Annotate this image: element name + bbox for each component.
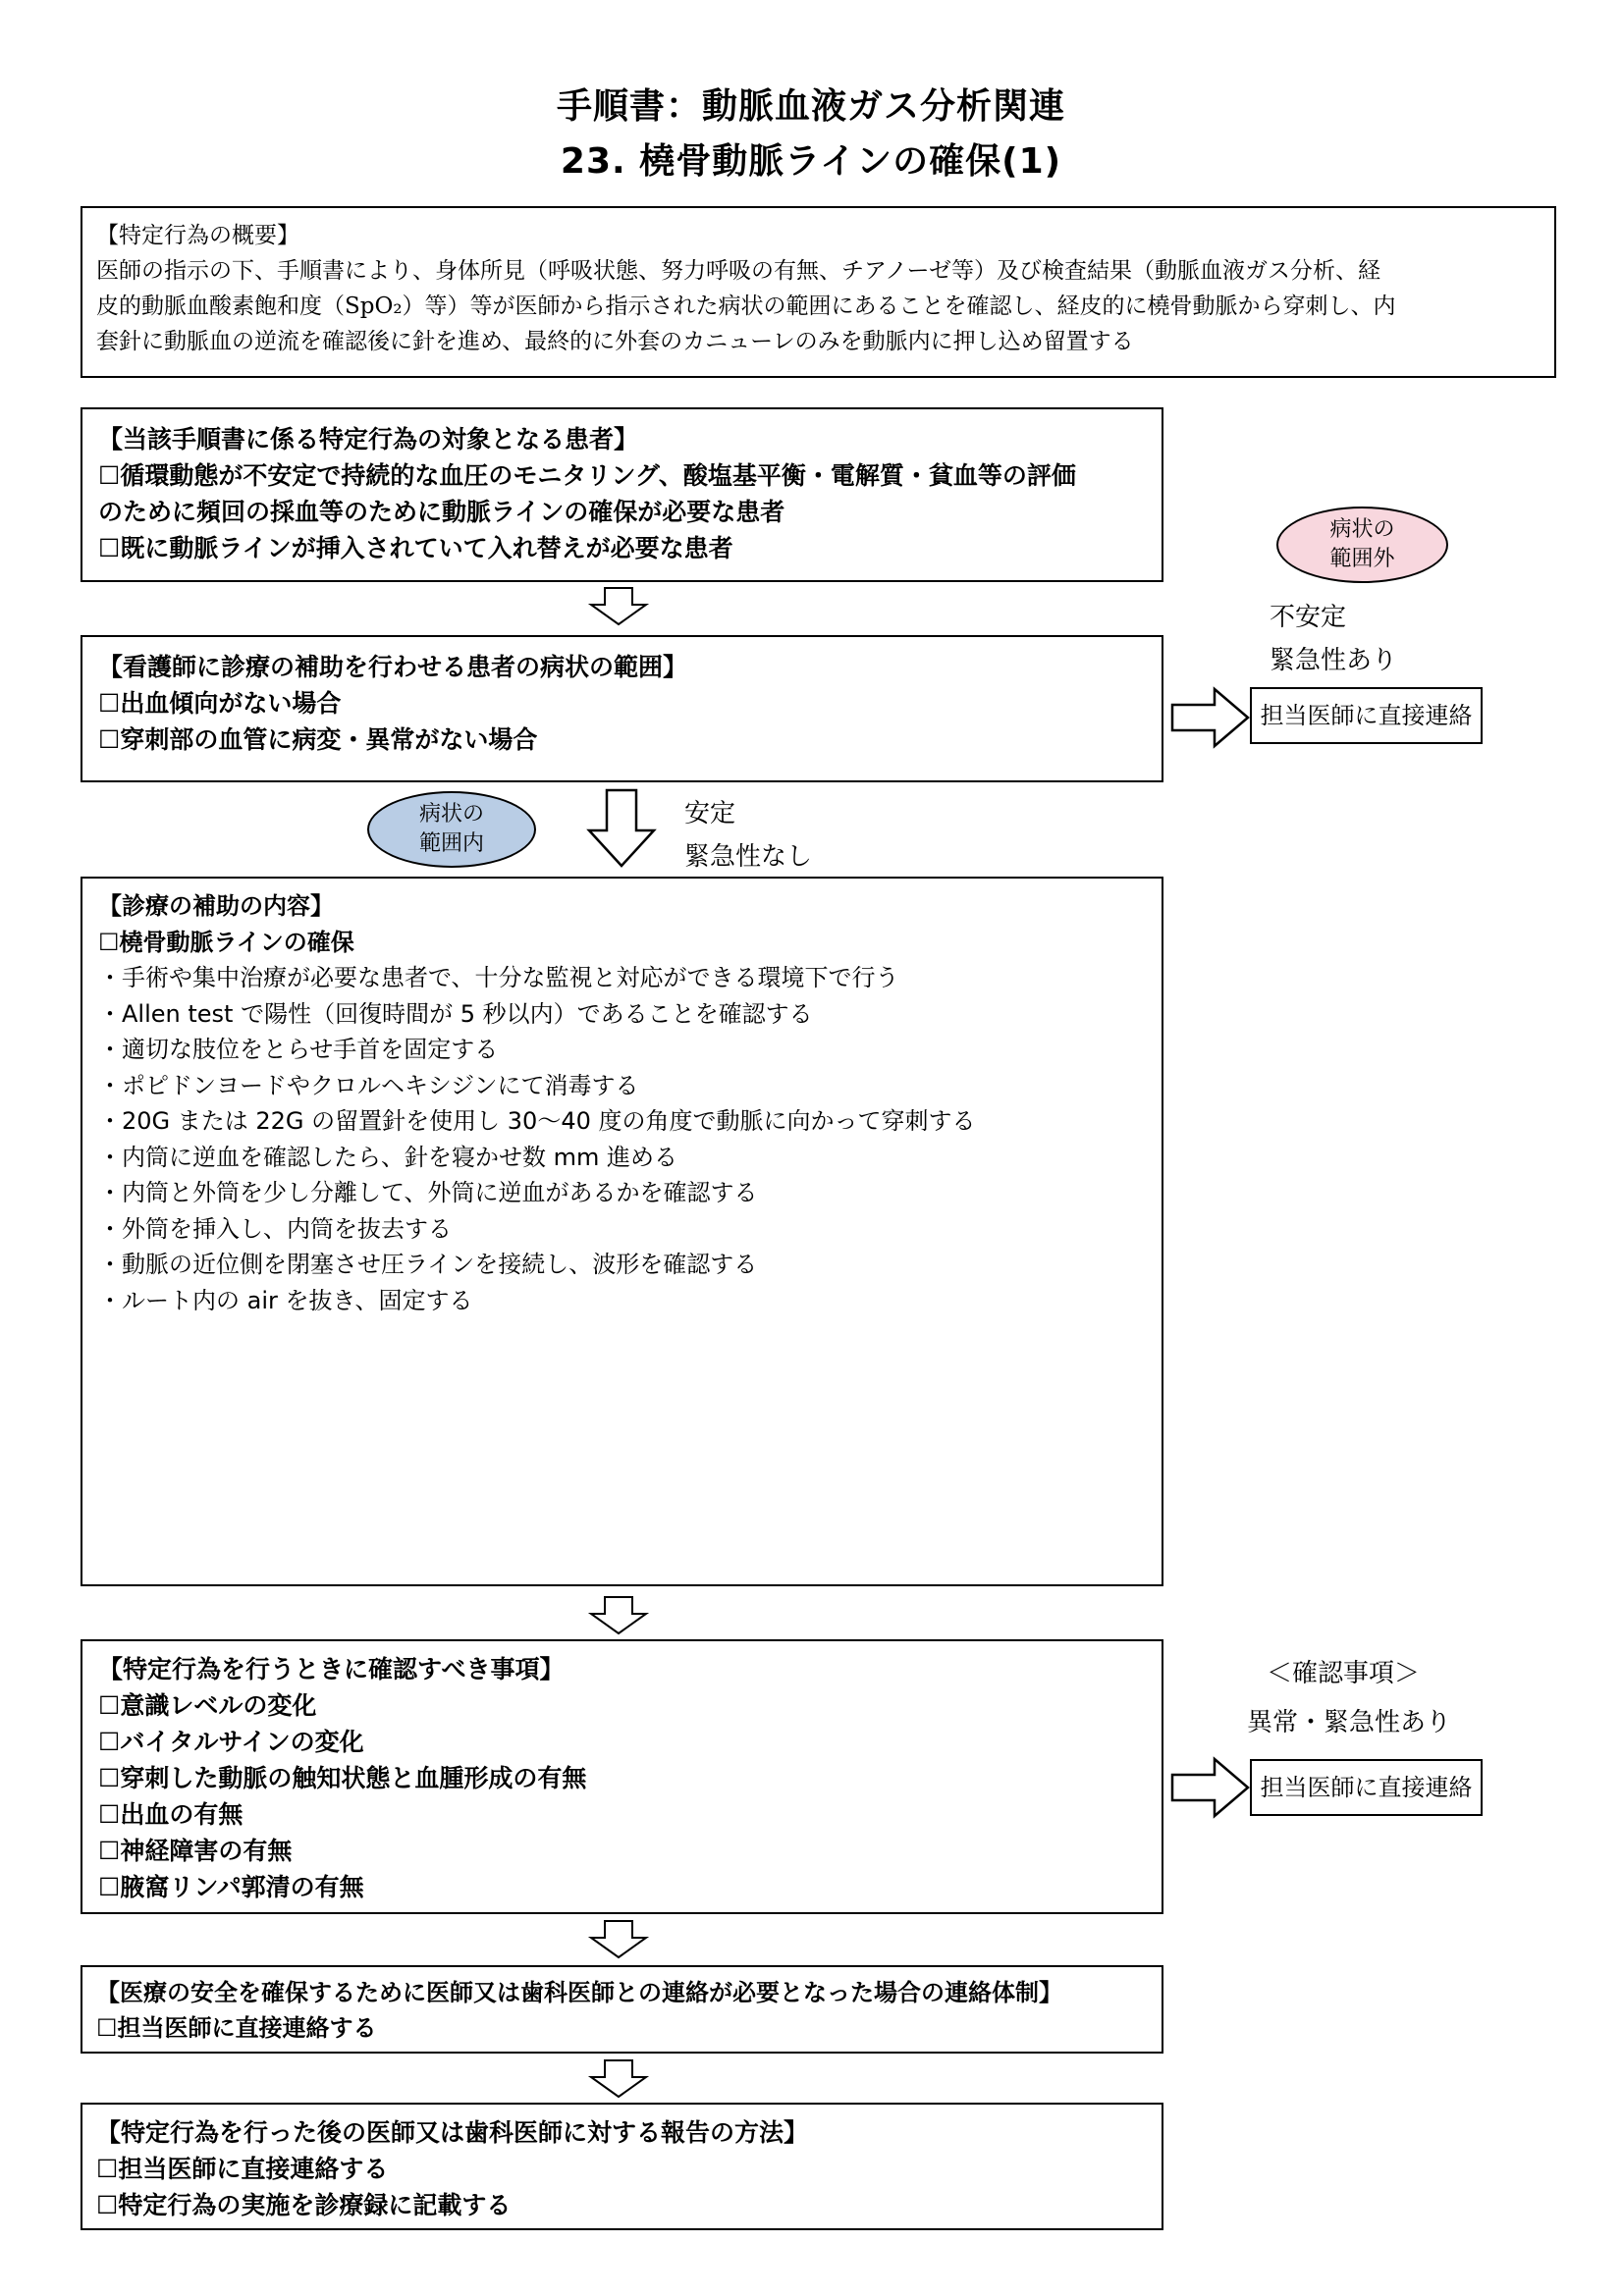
not-urgent-label: 緊急性なし: [684, 842, 813, 872]
check-items-heading: 【特定行為を行うときに確認すべき事項】: [98, 1655, 565, 1683]
check-item: ☐腋窩リンパ郭清の有無: [98, 1873, 364, 1901]
contact-doctor-label: 担当医師に直接連絡: [1260, 1774, 1473, 1801]
down-arrow-icon: [589, 587, 648, 626]
right-arrow-icon: [1171, 687, 1250, 748]
report-method-line: ☐特定行為の実施を診療録に記載する: [96, 2191, 512, 2219]
assist-content-line: ☐橈骨動脈ラインの確保: [98, 928, 354, 956]
target-patients-box: [81, 407, 1163, 582]
down-arrow-icon: [589, 1596, 648, 1635]
contact-doctor-box: [1250, 1759, 1483, 1816]
assist-content-line: ・内筒に逆血を確認したら、針を寝かせ数 mm 進める: [98, 1143, 678, 1171]
down-arrow-icon: [589, 1920, 648, 1959]
stable-label: 安定: [684, 799, 736, 828]
in-range-oval: [367, 791, 536, 868]
contact-doctor-box: [1250, 687, 1483, 744]
contact-system-box: [81, 1965, 1163, 2054]
assist-content-line: ・ルート内の air を抜き、固定する: [98, 1286, 473, 1314]
condition-range-box: [81, 635, 1163, 782]
overview-line: 医師の指示の下、手順書により、身体所見（呼吸状態、努力呼吸の有無、チアノーゼ等）及び検査結果（動脈血液ガス分析、経: [96, 258, 1381, 284]
in-range-oval-line: 範囲内: [418, 831, 484, 856]
down-arrow-icon: [587, 789, 656, 868]
assist-content-heading: 【診療の補助の内容】: [98, 892, 334, 920]
abnormal-urgent-label: 異常・緊急性あり: [1247, 1708, 1452, 1737]
out-of-range-oval-line: 範囲外: [1329, 547, 1395, 571]
condition-range-line: ☐出血傾向がない場合: [98, 689, 342, 718]
check-item: ☐意識レベルの変化: [98, 1691, 317, 1720]
assist-content-line: ・Allen test で陽性（回復時間が 5 秒以内）であることを確認する: [98, 999, 813, 1028]
target-patients-line: のために頻回の採血等のために動脈ラインの確保が必要な患者: [98, 498, 785, 526]
assist-content-box: [81, 877, 1163, 1586]
report-method-box: [81, 2103, 1163, 2230]
report-method-line: ☐担当医師に直接連絡する: [96, 2155, 389, 2183]
assist-content-line: ・手術や集中治療が必要な患者で、十分な監視と対応ができる環境下で行う: [98, 964, 899, 991]
assist-content-line: ・適切な肢位をとらせ手首を固定する: [98, 1036, 499, 1063]
out-of-range-oval: [1276, 507, 1448, 583]
right-arrow-icon: [1171, 1757, 1250, 1818]
condition-range-heading: 【看護師に診療の補助を行わせる患者の病状の範囲】: [98, 653, 688, 681]
urgent-label: 緊急性あり: [1270, 646, 1398, 675]
assist-content-line: ・動脈の近位側を閉塞させ圧ラインを接続し、波形を確認する: [98, 1251, 758, 1278]
assist-content-line: ・外筒を挿入し、内筒を抜去する: [98, 1214, 452, 1243]
target-patients-line: ☐循環動態が不安定で持続的な血圧のモニタリング、酸塩基平衡・電解質・貧血等の評価: [98, 461, 1076, 490]
assist-content-line: ・内筒と外筒を少し分離して、外筒に逆血があるかを確認する: [98, 1179, 758, 1206]
in-range-oval-line: 病状の: [418, 802, 484, 827]
contact-doctor-label: 担当医師に直接連絡: [1260, 702, 1473, 729]
contact-system-heading: 【医療の安全を確保するために医師又は歯科医師との連絡が必要となった場合の連絡体制】: [96, 1979, 1062, 2006]
check-item: ☐出血の有無: [98, 1800, 243, 1829]
check-item: ☐神経障害の有無: [98, 1837, 293, 1865]
unstable-label: 不安定: [1270, 603, 1347, 632]
check-items-label: ＜確認事項＞: [1267, 1659, 1421, 1688]
contact-system-line: ☐担当医師に直接連絡する: [96, 2014, 377, 2042]
page-title: 手順書：動脈血液ガス分析関連: [556, 86, 1065, 127]
condition-range-line: ☐穿刺部の血管に病変・異常がない場合: [98, 725, 538, 754]
out-of-range-oval-line: 病状の: [1329, 517, 1395, 542]
report-method-heading: 【特定行為を行った後の医師又は歯科医師に対する報告の方法】: [96, 2118, 809, 2147]
overview-line: 皮的動脈血酸素飽和度（SpO₂）等）等が医師から指示された病状の範囲にあることを確認し、経皮的に橈骨動脈から穿刺し、内: [96, 294, 1396, 319]
overview-heading: 【特定行為の概要】: [96, 223, 299, 248]
down-arrow-icon: [589, 2059, 648, 2099]
assist-content-line: ・20G または 22G の留置針を使用し 30～40 度の角度で動脈に向かって穿刺する: [98, 1107, 976, 1135]
overview-box: [81, 206, 1556, 378]
check-items-box: [81, 1639, 1163, 1914]
page-subtitle: 23. 橈骨動脈ラインの確保(1): [560, 141, 1062, 182]
target-patients-heading: 【当該手順書に係る特定行為の対象となる患者】: [98, 425, 639, 454]
check-item: ☐穿刺した動脈の触知状態と血腫形成の有無: [98, 1764, 587, 1792]
target-patients-line: ☐既に動脈ラインが挿入されていて入れ替えが必要な患者: [98, 534, 733, 562]
overview-line: 套針に動脈血の逆流を確認後に針を進め、最終的に外套のカニューレのみを動脈内に押し込め留置する: [96, 329, 1134, 354]
assist-content-line: ・ポピドンヨードやクロルヘキシジンにて消毒する: [98, 1071, 639, 1099]
check-item: ☐バイタルサインの変化: [98, 1728, 364, 1756]
